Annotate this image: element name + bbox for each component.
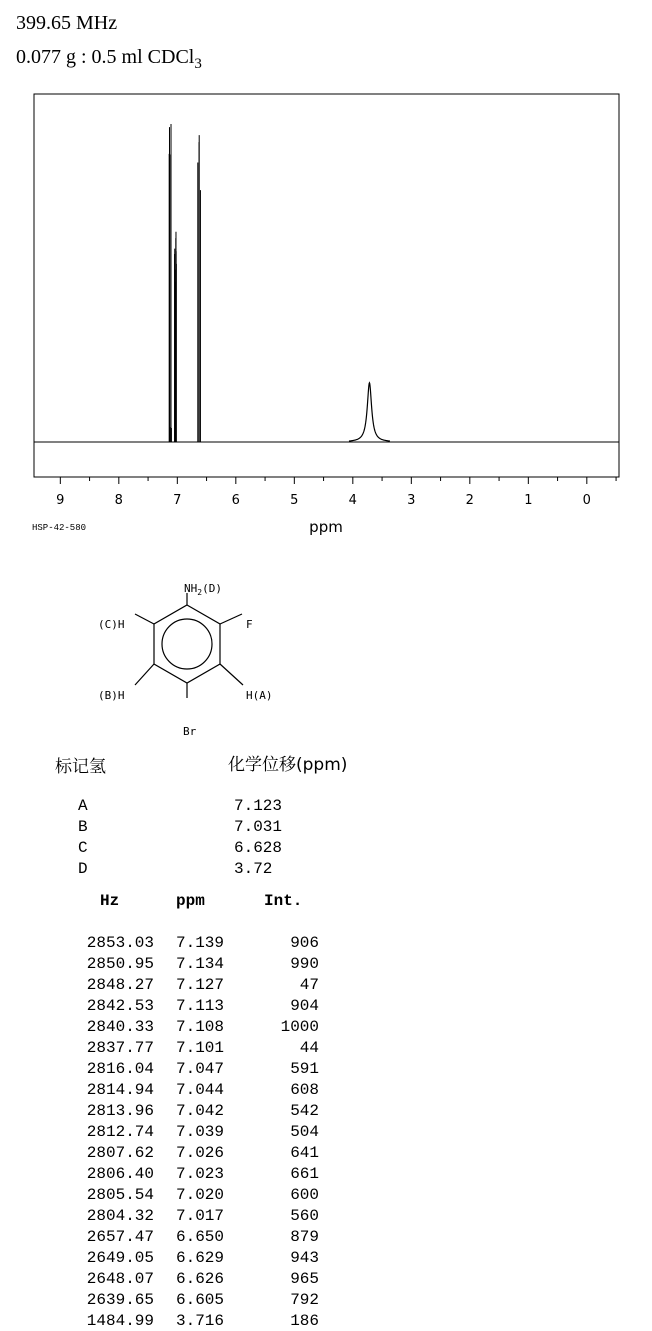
peak-ppm: 6.605	[175, 1290, 224, 1309]
peak-hz: 1484.99	[86, 1311, 154, 1330]
peak-int: 504	[290, 1122, 319, 1141]
peak-ppm: 6.629	[175, 1248, 224, 1267]
peak-row	[70, 1121, 319, 1142]
peak-list-table	[70, 890, 319, 1331]
peak-int: 661	[290, 1164, 319, 1183]
peak-row	[70, 1016, 319, 1037]
peak-int: 906	[290, 933, 319, 952]
assignment-label: D	[78, 859, 88, 878]
peak-int: 990	[290, 954, 319, 973]
peak-ppm: 7.127	[175, 975, 224, 994]
peak-ppm: 7.108	[175, 1017, 224, 1036]
peak-row	[70, 1226, 319, 1247]
peak-int: 542	[290, 1101, 319, 1120]
peak-int: 44	[299, 1038, 319, 1057]
peak-ppm: 6.650	[175, 1227, 224, 1246]
assignment-label: C	[78, 838, 88, 857]
header-int: Int.	[264, 891, 303, 910]
x-tick-label: 4	[348, 493, 357, 508]
broad-peak	[349, 383, 390, 441]
assignment-label: B	[78, 817, 88, 836]
peak-int: 965	[290, 1269, 319, 1288]
benzene-ring	[154, 605, 220, 683]
peak-int: 47	[299, 975, 319, 994]
peak-row	[70, 1247, 319, 1268]
peak-hz: 2805.54	[86, 1185, 154, 1204]
spectrum-code: HSP-42-580	[32, 523, 87, 533]
sample-text: 0.077 g : 0.5 ml CDCl	[16, 46, 195, 68]
peak-row	[70, 1184, 319, 1205]
x-tick-label: 0	[582, 493, 591, 508]
peak-ppm: 7.134	[175, 954, 224, 973]
peak-row	[70, 1142, 319, 1163]
peak-hz: 2814.94	[86, 1080, 154, 1099]
assignment-row	[78, 837, 282, 858]
peak-table-header	[70, 890, 319, 932]
peak-int: 879	[290, 1227, 319, 1246]
x-axis-label: ppm	[309, 518, 343, 536]
assignment-row	[78, 816, 282, 837]
peak-int: 904	[290, 996, 319, 1015]
nmr-spectrum-chart	[0, 0, 652, 545]
peak-ppm: 7.044	[175, 1080, 224, 1099]
peak-row	[70, 1310, 319, 1331]
h-b-label: (B)H	[98, 689, 125, 702]
h-c-label: (C)H	[98, 618, 125, 631]
peak-row	[70, 932, 319, 953]
peak-row	[70, 1100, 319, 1121]
header-ppm: ppm	[176, 891, 205, 910]
fluorine-label: F	[246, 618, 253, 631]
h-a-label: H(A)	[246, 689, 273, 702]
assignment-shift: 3.72	[234, 859, 273, 878]
assignment-shift: 7.031	[234, 817, 283, 836]
peak-row	[70, 1268, 319, 1289]
assignment-shift: 6.628	[234, 838, 283, 857]
bond-ha	[220, 664, 243, 685]
peak-hz: 2842.53	[86, 996, 154, 1015]
x-tick-label: 2	[465, 493, 474, 508]
peak-int: 608	[290, 1080, 319, 1099]
peak-hz: 2848.27	[86, 975, 154, 994]
x-tick-label: 1	[524, 493, 533, 508]
peak-int: 792	[290, 1290, 319, 1309]
peak-row	[70, 974, 319, 995]
peak-ppm: 7.101	[175, 1038, 224, 1057]
assignment-row	[78, 795, 282, 816]
peak-hz: 2657.47	[86, 1227, 154, 1246]
header-hz: Hz	[100, 891, 120, 910]
peak-hz: 2639.65	[86, 1290, 154, 1309]
bond-hc	[135, 614, 154, 624]
peak-row	[70, 1037, 319, 1058]
peak-int: 186	[290, 1311, 319, 1330]
peak-ppm: 7.039	[175, 1122, 224, 1141]
assignment-shift: 7.123	[234, 796, 283, 815]
peak-hz: 2837.77	[86, 1038, 154, 1057]
plot-frame	[34, 94, 619, 477]
peak-ppm: 7.017	[175, 1206, 224, 1225]
peak-hz: 2853.03	[86, 933, 154, 952]
sample-subscript: 3	[194, 56, 202, 72]
bromine-label: Br	[183, 725, 197, 738]
x-tick-label: 8	[114, 493, 123, 508]
peak-int: 1000	[280, 1017, 319, 1036]
peak-int: 641	[290, 1143, 319, 1162]
peak-row	[70, 1163, 319, 1184]
peak-ppm: 7.113	[175, 996, 224, 1015]
x-tick-label: 3	[407, 493, 416, 508]
peak-ppm: 3.716	[175, 1311, 224, 1330]
molecule-structure	[0, 578, 300, 738]
nh2-label: $NH_2(D)$	[184, 582, 222, 597]
assignment-shift-header: 化学位移(ppm)	[228, 755, 348, 775]
assignment-label: A	[78, 796, 88, 815]
peak-ppm: 7.139	[175, 933, 224, 952]
spectrometer-frequency: 399.65 MHz	[16, 12, 118, 34]
peak-row	[70, 1289, 319, 1310]
peak-hz: 2648.07	[86, 1269, 154, 1288]
peak-hz: 2816.04	[86, 1059, 154, 1078]
x-ticks	[56, 477, 616, 508]
x-tick-label: 6	[231, 493, 240, 508]
peak-int: 943	[290, 1248, 319, 1267]
x-tick-label: 7	[173, 493, 182, 508]
peak-ppm: 7.020	[175, 1185, 224, 1204]
peak-row	[70, 1205, 319, 1226]
peak-ppm: 7.023	[175, 1164, 224, 1183]
bond-hb	[135, 664, 154, 685]
peak-hz: 2807.62	[86, 1143, 154, 1162]
peak-hz: 2813.96	[86, 1101, 154, 1120]
aromatic-circle	[162, 619, 212, 669]
bond-f	[220, 614, 242, 624]
peak-row	[70, 1079, 319, 1100]
peak-hz: 2812.74	[86, 1122, 154, 1141]
peak-hz: 2804.32	[86, 1206, 154, 1225]
x-tick-label: 5	[290, 493, 299, 508]
peak-int: 600	[290, 1185, 319, 1204]
peak-ppm: 7.047	[175, 1059, 224, 1078]
assignment-label-header: 标记氢	[55, 757, 106, 777]
assignment-row	[78, 858, 282, 879]
peak-row	[70, 953, 319, 974]
assignment-table	[78, 795, 282, 879]
peak-hz: 2850.95	[86, 954, 154, 973]
x-tick-label: 9	[56, 493, 65, 508]
peak-hz: 2806.40	[86, 1164, 154, 1183]
peak-ppm: 7.026	[175, 1143, 224, 1162]
peak-ppm: 7.042	[175, 1101, 224, 1120]
peak-int: 560	[290, 1206, 319, 1225]
peak-row	[70, 995, 319, 1016]
peak-hz: 2649.05	[86, 1248, 154, 1267]
peak-int: 591	[290, 1059, 319, 1078]
peak-layer	[169, 124, 390, 442]
peak-row	[70, 1058, 319, 1079]
peak-ppm: 6.626	[175, 1269, 224, 1288]
peak-hz: 2840.33	[86, 1017, 154, 1036]
